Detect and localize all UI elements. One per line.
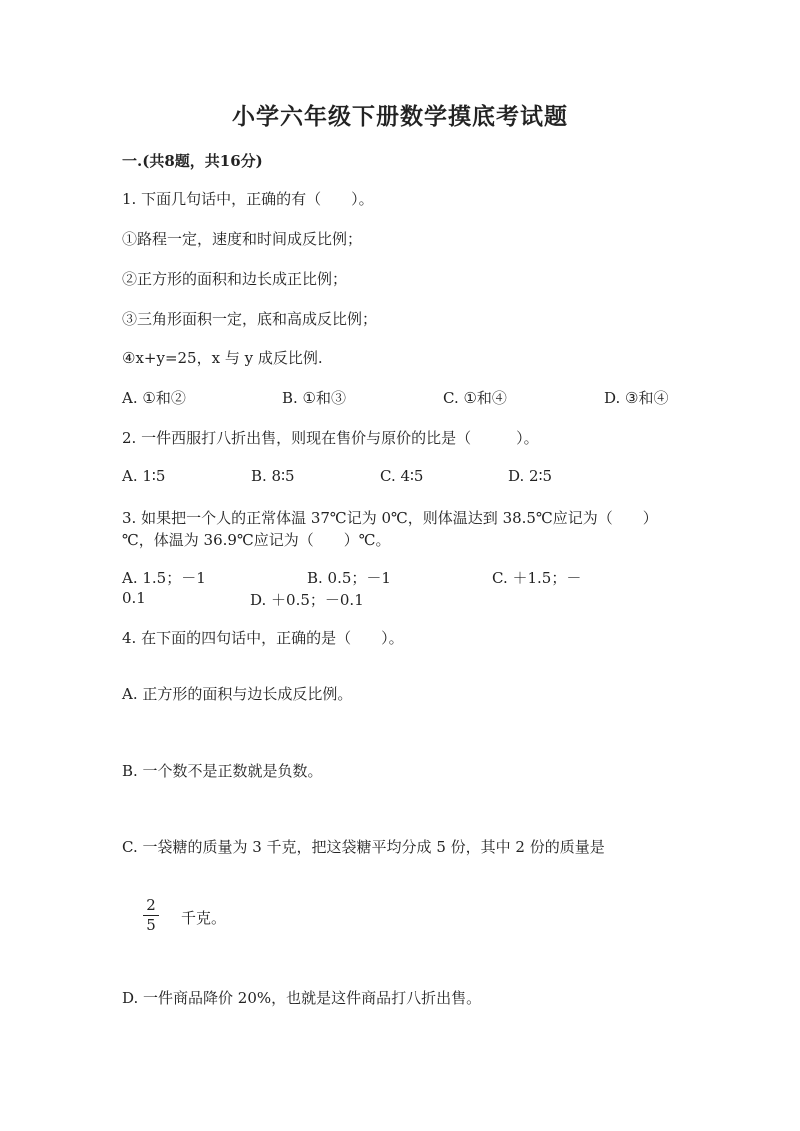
question-3-option-c: C. ＋1.5；－ [492,569,582,587]
question-1-option-d: D. ③和④ [604,389,669,407]
question-4-option-d: D. 一件商品降价 20%，也就是这件商品打八折出售。 [122,989,482,1007]
section-header: 一.(共8题，共16分) [122,152,263,170]
fraction-numerator: 2 [146,896,156,914]
question-3-option-a: A. 1.5；－1 [122,569,206,587]
fraction-denominator: 5 [146,916,156,934]
question-1-statement-1: ①路程一定，速度和时间成反比例； [122,230,363,248]
question-2-option-b: B. 8∶5 [251,467,295,485]
question-3-stem-line-1: 3. 如果把一个人的正常体温 37℃记为 0℃，则体温达到 38.5℃应记为（ ） [122,509,658,527]
question-4-stem: 4. 在下面的四句话中，正确的是（ ）。 [122,629,404,647]
question-3-stem-line-2: ℃，体温为 36.9℃应记为（ ）℃。 [122,531,391,549]
question-1-option-a: A. ①和② [122,389,186,407]
page-title: 小学六年级下册数学摸底考试题 [232,103,568,130]
question-1-statement-4: ④x+y=25，x 与 y 成反比例. [122,349,323,367]
question-2-stem: 2. 一件西服打八折出售，则现在售价与原价的比是（ ）。 [122,429,539,447]
question-1-option-b: B. ①和③ [282,389,347,407]
question-2-option-a: A. 1∶5 [122,467,166,485]
question-2-option-c: C. 4∶5 [380,467,424,485]
question-4-option-c-unit: 千克。 [181,909,227,927]
question-1-option-c: C. ①和④ [443,389,507,407]
question-4-option-c: C. 一袋糖的质量为 3 千克，把这袋糖平均分成 5 份，其中 2 份的质量是 [122,838,605,856]
question-1-stem: 1. 下面几句话中，正确的有（ ）。 [122,190,374,208]
question-3-option-b: B. 0.5；－1 [307,569,391,587]
question-3-option-c-continued: 0.1 [122,589,146,607]
fraction-two-fifths [143,898,159,933]
question-4-option-a: A. 正方形的面积与边长成反比例。 [122,685,353,703]
question-1-statement-3: ③三角形面积一定，底和高成反比例； [122,310,378,328]
question-1-statement-2: ②正方形的面积和边长成正比例； [122,270,348,288]
question-3-option-d: D. ＋0.5；－0.1 [250,591,364,609]
question-4-option-b: B. 一个数不是正数就是负数。 [122,762,323,780]
question-2-option-d: D. 2∶5 [508,467,553,485]
